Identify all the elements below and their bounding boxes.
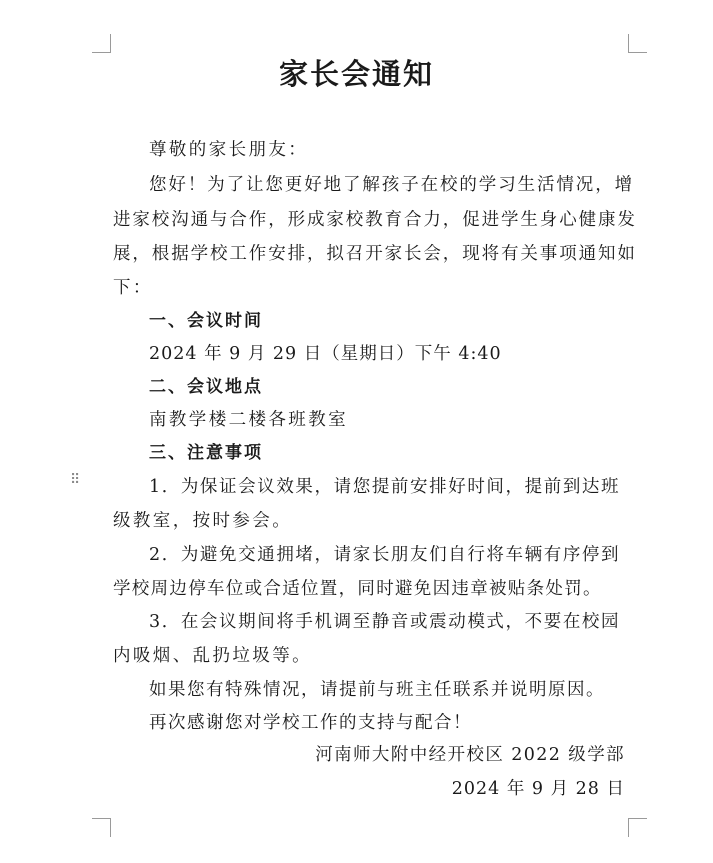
crop-mark-bottom-left (92, 818, 111, 837)
document-title: 家长会通知 (278, 57, 434, 91)
issue-date: 2024 年 9 月 28 日 (451, 779, 625, 799)
section-heading-location: 二、会议地点 (149, 377, 263, 397)
note-1-line-1: 1．为保证会议效果，请您提前安排好时间，提前到达班 (149, 477, 621, 497)
thanks-line: 再次感谢您对学校工作的支持与配合！ (149, 713, 472, 733)
section-heading-time: 一、会议时间 (149, 311, 263, 331)
salutation: 尊敬的家长朋友： (149, 140, 309, 160)
crop-mark-top-left (92, 34, 111, 53)
special-circumstances: 如果您有特殊情况，请提前与班主任联系并说明原因。 (149, 680, 605, 700)
note-3-line-1: 3．在会议期间将手机调至静音或震动模式，不要在校园 (149, 612, 621, 632)
meeting-location: 南教学楼二楼各班教室 (149, 410, 348, 430)
intro-line-3: 展，根据学校工作安排，拟召开家长会，现将有关事项通知如 (113, 244, 637, 264)
note-1-line-2: 级教室，按时参会。 (113, 511, 293, 531)
note-3-line-2: 内吸烟、乱扔垃圾等。 (113, 646, 312, 666)
signature: 河南师大附中经开校区 2022 级学部 (315, 745, 625, 765)
meeting-time: 2024 年 9 月 29 日（星期日）下午 4:40 (149, 344, 502, 364)
note-2-line-2: 学校周边停车位或合适位置，同时避免因违章被贴条处罚。 (113, 579, 602, 599)
crop-mark-bottom-right (628, 818, 647, 837)
note-2-line-1: 2．为避免交通拥堵，请家长朋友们自行将车辆有序停到 (149, 545, 621, 565)
crop-mark-top-right (628, 34, 647, 53)
drag-handle-icon[interactable]: ⠿ (70, 472, 81, 488)
intro-line-1: 您好！为了让您更好地了解孩子在校的学习生活情况，增 (149, 175, 634, 195)
section-heading-notes: 三、注意事项 (149, 443, 263, 463)
intro-line-4: 下： (113, 278, 153, 298)
intro-line-2: 进家校沟通与合作，形成家校教育合力，促进学生身心健康发 (113, 210, 637, 230)
